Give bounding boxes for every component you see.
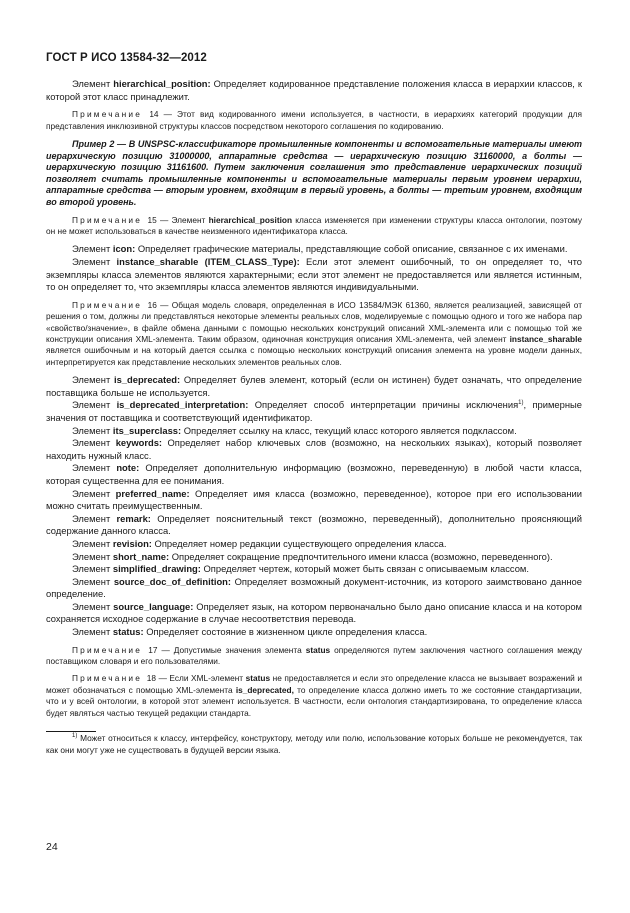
text-run: Определяет язык, на котором первоначально было дано описание класса и на котором сохраняется исходное содержание в случае несоответствия перевода. xyxy=(46,600,582,625)
text-run: — Элемент xyxy=(156,214,209,225)
text-run: Элемент xyxy=(72,537,113,549)
text-run: Элемент xyxy=(72,78,114,89)
text-run: Элемент xyxy=(72,512,117,524)
text-run: Элемент xyxy=(72,255,117,267)
note-number: 17 xyxy=(148,644,158,655)
element-name: revision: xyxy=(112,537,152,549)
element-name: status xyxy=(245,673,271,684)
text-run: , примерные значения от поставщика и соответствующий идентификатор. xyxy=(46,399,582,423)
text-run: Элемент xyxy=(72,462,117,474)
body-paragraph xyxy=(46,243,582,256)
note-label: Примечание xyxy=(72,109,150,120)
text-run: Определяет чертеж, который может быть связан с описываемым классом. xyxy=(200,563,529,575)
text-run: Определяет состояние в жизненном цикле определения класса. xyxy=(143,626,428,638)
element-name: instance_sharable xyxy=(509,333,582,344)
note-label: Примечание xyxy=(72,673,147,684)
text-run: Элемент xyxy=(72,424,113,436)
body-paragraph xyxy=(46,425,582,438)
body-paragraph xyxy=(46,563,582,576)
text-run: Элемент xyxy=(72,399,117,411)
element-name: status xyxy=(305,644,331,655)
note-paragraph xyxy=(46,215,582,238)
text-run: определяются путем заключения частного соглашения между поставщиком словаря и его пользователями. xyxy=(46,644,582,667)
body-paragraph xyxy=(46,374,582,399)
body-paragraph xyxy=(46,462,582,487)
text-run: Определяет способ интерпретации причины исключения xyxy=(248,399,519,411)
text-run: Элемент xyxy=(72,626,113,638)
element-name: keywords: xyxy=(115,437,163,449)
body-paragraph xyxy=(46,399,582,424)
text-run: Элемент xyxy=(72,563,113,575)
text-run: не предоставляется и если это определение класса не вызывает возражений и может обозначаться с помощью XML-элемента xyxy=(46,673,582,695)
note-label: Примечание xyxy=(72,299,148,310)
text-run: Определяет ссылку на класс, текущий класс которого является подклассом. xyxy=(181,424,517,436)
text-run: Определяет номер редакции существующего определения класса. xyxy=(151,537,447,549)
element-name: status: xyxy=(112,626,144,638)
body-paragraph xyxy=(46,576,582,601)
text-run: Элемент xyxy=(72,575,114,587)
document-header: ГОСТ Р ИСО 13584-32—2012 xyxy=(46,52,207,64)
element-name: preferred_name: xyxy=(115,487,190,499)
body-paragraph xyxy=(46,601,582,626)
text-run: Определяет дополнительную информацию (возможно, переведенную) в любой части класса, которая существенна для ее понимания. xyxy=(46,462,582,486)
element-name: hierarchical_position: xyxy=(113,78,211,89)
body-paragraph xyxy=(46,626,582,639)
text-run: Определяет кодированное представление положения класса в иерархии классов, к которой этот класс принадлежит. xyxy=(46,78,582,102)
body-paragraph xyxy=(46,437,582,462)
note-paragraph xyxy=(46,673,582,719)
text-run: Определяет булев элемент, который (если он истинен) будет означать, что определение поставщика больше не используется. xyxy=(46,374,582,398)
text-run: Элемент xyxy=(72,600,114,612)
note-paragraph xyxy=(46,109,582,132)
note-paragraph xyxy=(46,300,582,368)
text-run: является ошибочным и на который дается ссылка с помощью нескольких конструкций описания элемента на уровне модели данных, интерпретируется как представление нескольких элементов реальных слов. xyxy=(46,345,582,367)
text-run: Определяет пояснительный текст (возможно, переведенный), дополнительно проясняющий содержание данного класса. xyxy=(46,512,582,537)
text-run: Элемент xyxy=(72,550,113,562)
document-body xyxy=(46,78,582,756)
text-run: Элемент xyxy=(72,243,113,255)
element-name: simplified_drawing: xyxy=(112,563,201,575)
element-name: source_doc_of_definition: xyxy=(113,575,232,587)
text-run: — Этот вид кодированного имени используется, в частности, в иерархиях категорий продукции для представления инклюзивной структуры классов посредством некоторого соглашения по кодированию. xyxy=(46,109,582,131)
footnote xyxy=(46,733,582,756)
note-number: 14 xyxy=(149,109,159,120)
text-run: Определяет сокращение предпочтительного имени класса (возможно, переведенного). xyxy=(169,550,553,562)
footnote-ref: 1) xyxy=(518,400,524,407)
text-run: Если этот элемент ошибочный, то он определяет то, что экземпляры класса элементов являются характерными; если этот элемент не предоставляется или является истинным, то он определяет то, что экземпляры класса элементов являются индивидуальными. xyxy=(46,255,583,293)
footnote-mark: 1) xyxy=(72,733,78,740)
footnote-divider xyxy=(46,731,96,732)
element-name: hierarchical_position xyxy=(208,214,293,225)
element-name: is_deprecated: xyxy=(113,374,181,386)
note-paragraph xyxy=(46,645,582,668)
body-paragraph xyxy=(46,513,582,538)
text-run: — Общая модель словаря, определенная в ИСО 13584/МЭК 61360, является реализацией, зависящей от решения о том, должны ли представляться некоторые элементы реальных слов, моделируемые с помощью одного и того же набора пар «свойство/значение», в файле обмена данными с помощью нескольких конструкций описаний XML-элемента или с помощью той же конструкции описания XML-элемента. Таким образом, одиночная конструкция описания XML-элемента, чей элемент xyxy=(46,299,582,344)
element-name: remark: xyxy=(116,512,151,524)
element-name: short_name: xyxy=(112,550,170,562)
element-name: is_deprecated, xyxy=(235,684,294,695)
element-name: is_deprecated_interpretation: xyxy=(116,399,249,411)
body-paragraph xyxy=(46,488,582,513)
page-number: 24 xyxy=(46,841,58,853)
text-run: Элемент xyxy=(72,437,116,449)
text-run: класса изменяется при изменении структуры класса онтологии, поэтому он не может использоваться в качестве неизменного идентификатора класса. xyxy=(46,214,582,236)
element-name: note: xyxy=(116,462,140,474)
body-paragraph xyxy=(46,538,582,551)
element-name: source_language: xyxy=(113,600,194,612)
text-run: Определяет графические материалы, представляющие собой описание, связанное с их именами. xyxy=(135,243,568,255)
note-label: Примечание xyxy=(72,644,149,655)
element-name: its_superclass: xyxy=(112,424,182,436)
note-number: 18 xyxy=(146,673,157,684)
element-name: instance_sharable (ITEM_CLASS_Type): xyxy=(116,255,300,267)
text-run: Определяет возможный документ-источник, из которого заимствовано данное определение. xyxy=(46,575,582,600)
note-number: 15 xyxy=(147,214,157,225)
text-run: Элемент xyxy=(72,487,116,499)
text-run: Элемент xyxy=(72,374,114,386)
footnote-text: Может относиться к классу, интерфейсу, конструктору, методу или полю, использование которых больше не рекомендуется, так как они могут уже не существовать в будущей версии языка. xyxy=(46,733,582,755)
example-paragraph: Пример 2 — В UNSPSC-классификаторе промышленные компоненты и вспомогательные материалы имеют иерархическую позицию 31000000, аппаратные средства — иерархическую позицию 31160000, а болты — иерархическую позицию 31161600. Путем заключения соглашения это представление иерархических позиций позволяет считать промышленные компоненты и вспомогательные материалы первым уровнем иерархии, аппаратные средства — вторым уровнем, входящим в первый уровень, а болты — третьим уровнем, входящим во второй уровень. xyxy=(46,139,582,207)
body-paragraph xyxy=(46,78,582,103)
text-run: Определяет набор ключевых слов (возможно, на нескольких языках), который позволяет находить нужный класс. xyxy=(46,437,582,461)
body-paragraph xyxy=(46,256,582,294)
body-paragraph xyxy=(46,551,582,564)
text-run: Определяет имя класса (возможно, переведенное), которое при его использовании можно считать преимущественным. xyxy=(46,487,583,512)
text-run: то определение класса должно иметь то же состояние стандартизации, что и у всей онтологии, в которой этот элемент используется. В частности, если онтология стандартизирована, то определение класса будет являться частью текущей редакции стандарта. xyxy=(46,684,582,718)
note-number: 16 xyxy=(147,299,157,310)
text-run: — Если XML-элемент xyxy=(156,673,246,684)
element-name: icon: xyxy=(112,243,136,255)
text-run: — Допустимые значения элемента xyxy=(157,644,306,655)
note-label: Примечание xyxy=(72,214,148,225)
